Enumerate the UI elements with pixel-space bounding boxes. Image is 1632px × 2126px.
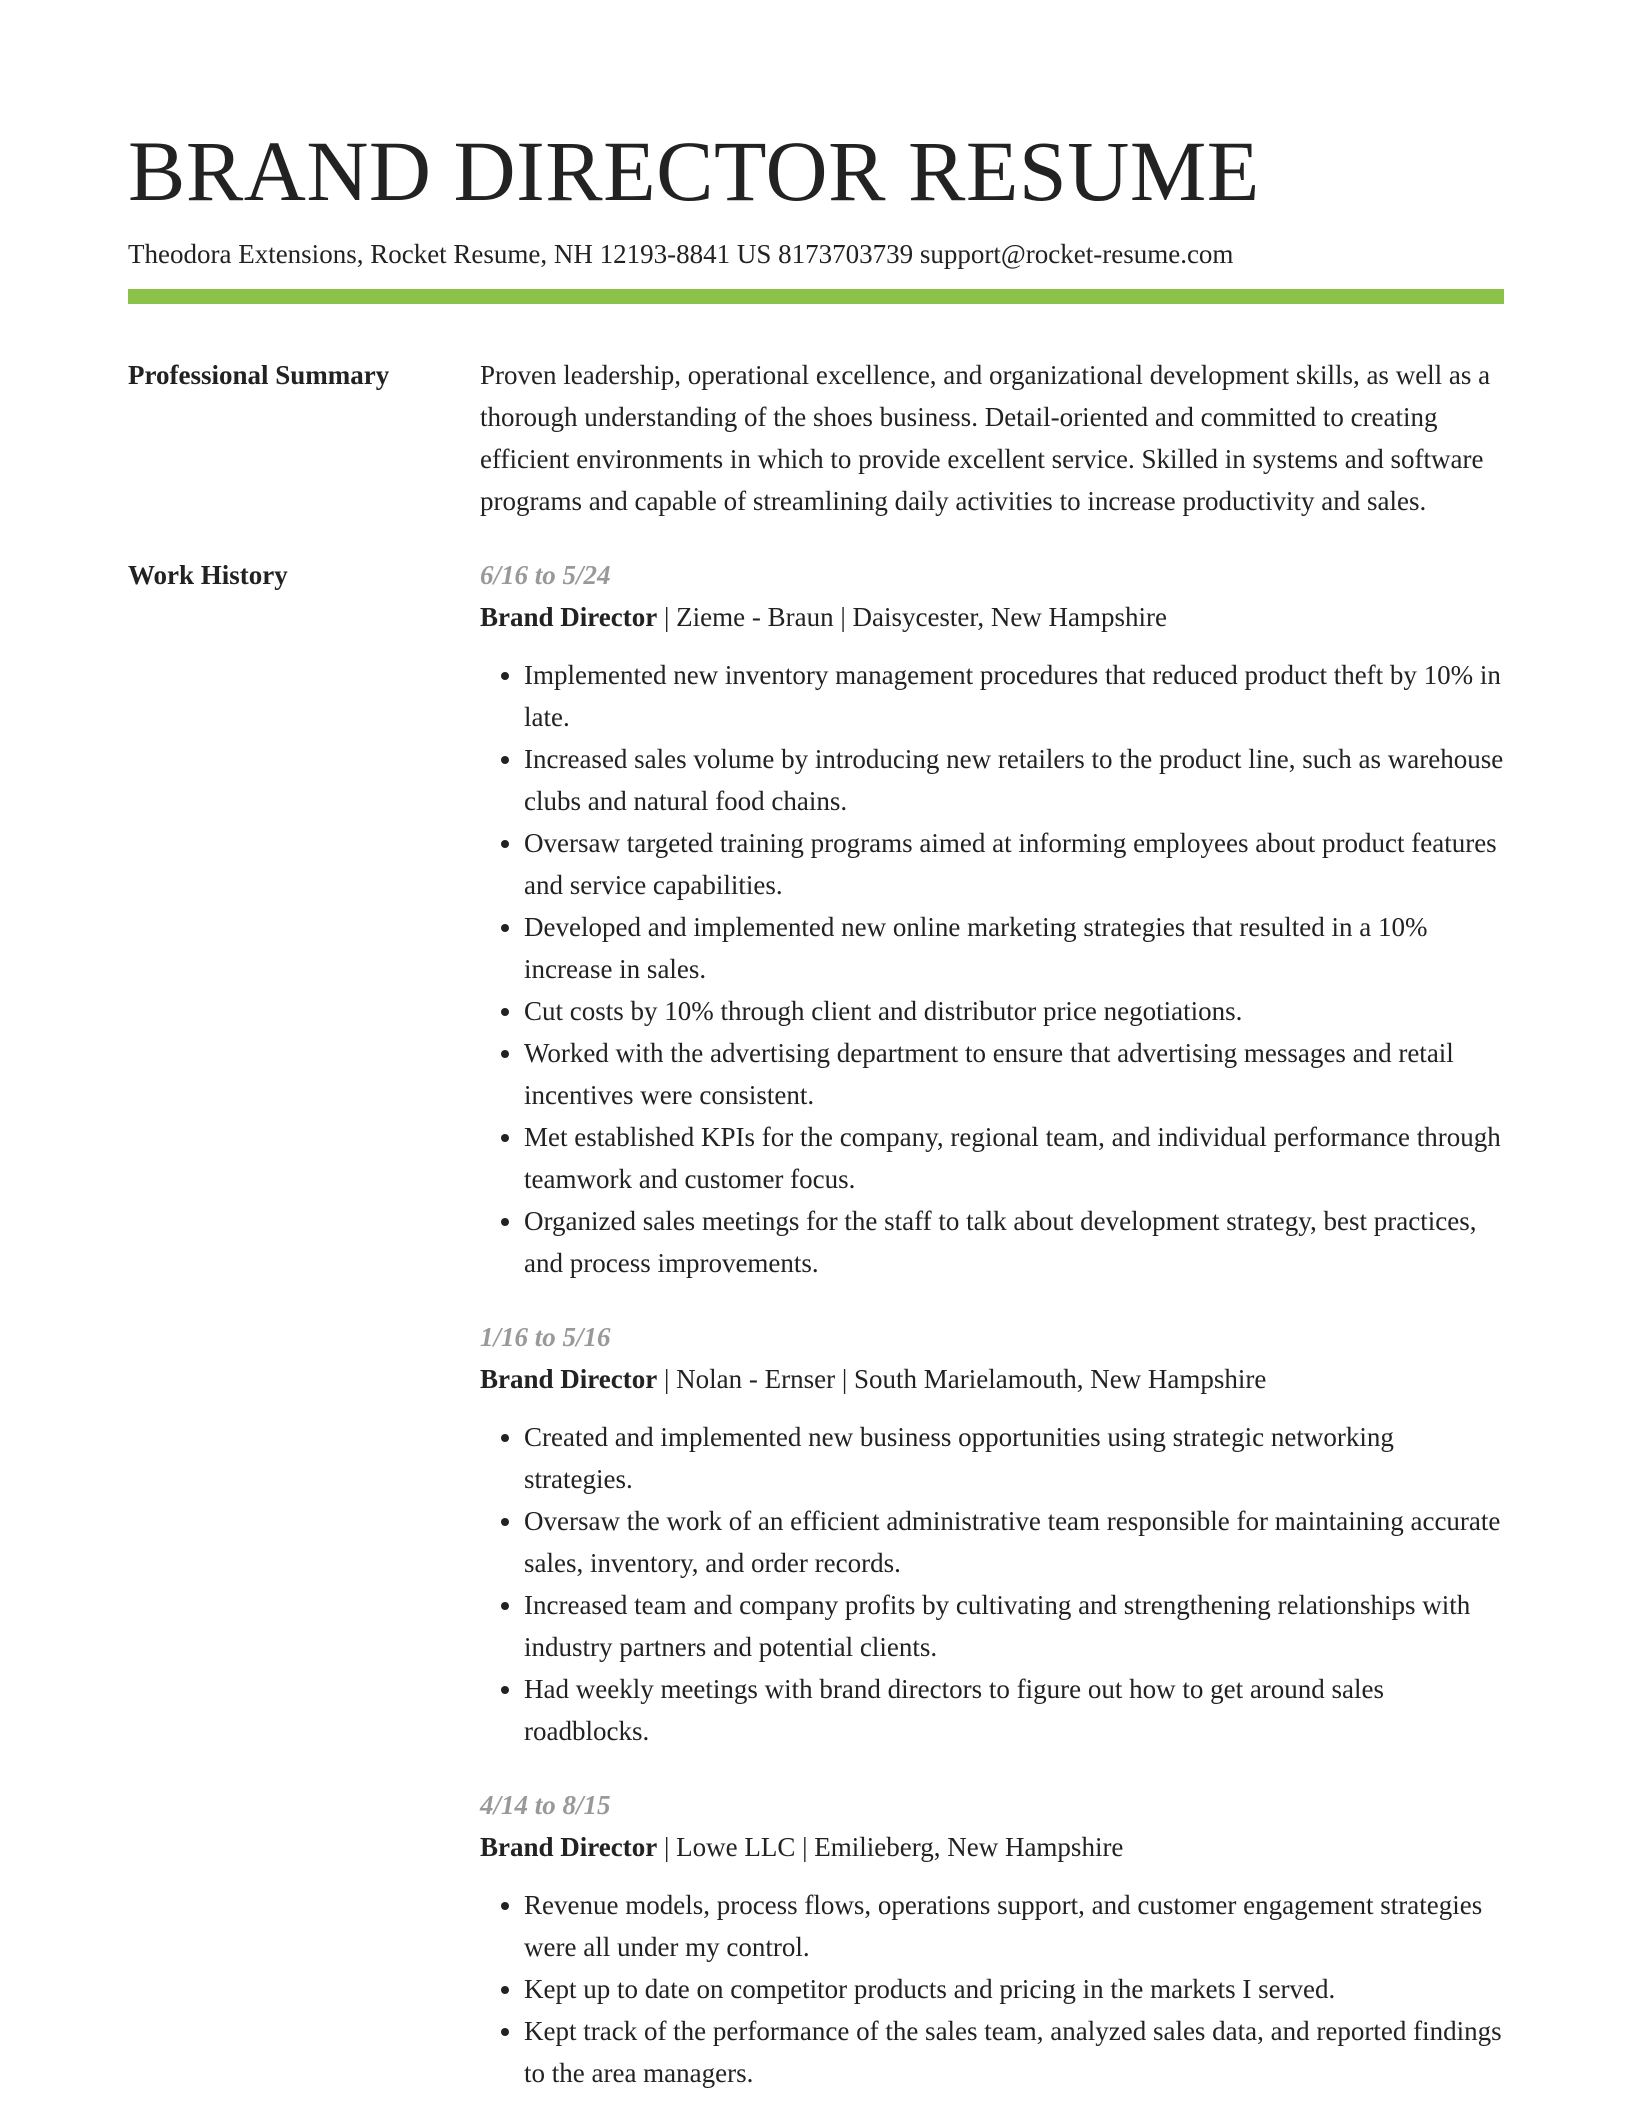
job-title: Brand Director — [480, 1832, 658, 1862]
section-label-work-history: Work History — [128, 560, 288, 590]
job-details: | Zieme - Braun | Daisycester, New Hampshire — [657, 602, 1168, 632]
contact-line: Theodora Extensions, Rocket Resume, NH 12193-8841 US 8173703739 support@rocket-resume.com — [128, 239, 1234, 269]
job-bullet: • Worked with the advertising department to ensure that advertising messages and retail incentives were consistent. — [524, 1032, 1504, 1116]
job-bullet: • Revenue models, process flows, operations support, and customer engagement strategies were all under my control. — [524, 1884, 1504, 1968]
job-bullet: • Had weekly meetings with brand directors to figure out how to get around sales roadblocks. — [524, 1668, 1504, 1752]
section-label-summary: Professional Summary — [128, 360, 390, 390]
summary-text: Proven leadership, operational excellence, and organizational development skills, as well as a thorough understanding of the shoes business. Detail-oriented and committed to creating efficient environments in which to provide excellent service. Skilled in systems and software programs and capable of streamlining daily activities to increase productivity and sales. — [480, 360, 1491, 516]
job-bullet: • Cut costs by 10% through client and distributor price negotiations. — [524, 990, 1504, 1032]
job-bullet: • Met established KPIs for the company, regional team, and individual performance through teamwork and customer focus. — [524, 1116, 1504, 1200]
job-bullet: • Implemented new inventory management procedures that reduced product theft by 10% in late. — [524, 654, 1504, 738]
job-bullet: • Increased team and company profits by cultivating and strengthening relationships with industry partners and potential clients. — [524, 1584, 1504, 1668]
job-title: Brand Director — [480, 1364, 658, 1394]
job-bullet: • Kept track of the performance of the sales team, analyzed sales data, and reported findings to the area managers. — [524, 2010, 1504, 2094]
job-bullet: • Developed and implemented new online marketing strategies that resulted in a 10% increase in sales. — [524, 906, 1504, 990]
job-entry — [480, 554, 1504, 1284]
job-bullets — [480, 1416, 1504, 1752]
job-bullet: • Oversaw the work of an efficient administrative team responsible for maintaining accurate sales, inventory, and order records. — [524, 1500, 1504, 1584]
job-bullet: • Created and implemented new business opportunities using strategic networking strategies. — [524, 1416, 1504, 1500]
professional-summary-section — [128, 354, 1504, 522]
work-history-section — [128, 554, 1504, 2126]
job-heading — [480, 596, 1504, 638]
job-heading — [480, 1826, 1504, 1868]
job-dates: 1/16 to 5/16 — [480, 1322, 611, 1352]
job-dates: 6/16 to 5/24 — [480, 560, 611, 590]
job-bullets — [480, 1884, 1504, 2094]
job-entry — [480, 1316, 1504, 1752]
job-bullet: • Increased sales volume by introducing new retailers to the product line, such as warehouse clubs and natural food chains. — [524, 738, 1504, 822]
job-bullet: • Organized sales meetings for the staff to talk about development strategy, best practices, and process improvements. — [524, 1200, 1504, 1284]
job-details: | Nolan - Ernser | South Marielamouth, New Hampshire — [657, 1364, 1267, 1394]
job-bullet: • Oversaw targeted training programs aimed at informing employees about product features and service capabilities. — [524, 822, 1504, 906]
accent-divider — [128, 289, 1504, 304]
job-heading — [480, 1358, 1504, 1400]
job-details: | Lowe LLC | Emilieberg, New Hampshire — [657, 1832, 1124, 1862]
job-title: Brand Director — [480, 602, 658, 632]
jobs-list — [480, 554, 1504, 2126]
job-bullet: • Kept up to date on competitor products and pricing in the markets I served. — [524, 1968, 1504, 2010]
job-dates: 4/14 to 8/15 — [480, 1790, 611, 1820]
resume-title: BRAND DIRECTOR RESUME — [128, 123, 1260, 219]
resume-page — [128, 118, 1504, 2126]
job-bullets — [480, 654, 1504, 1284]
job-entry — [480, 1784, 1504, 2094]
